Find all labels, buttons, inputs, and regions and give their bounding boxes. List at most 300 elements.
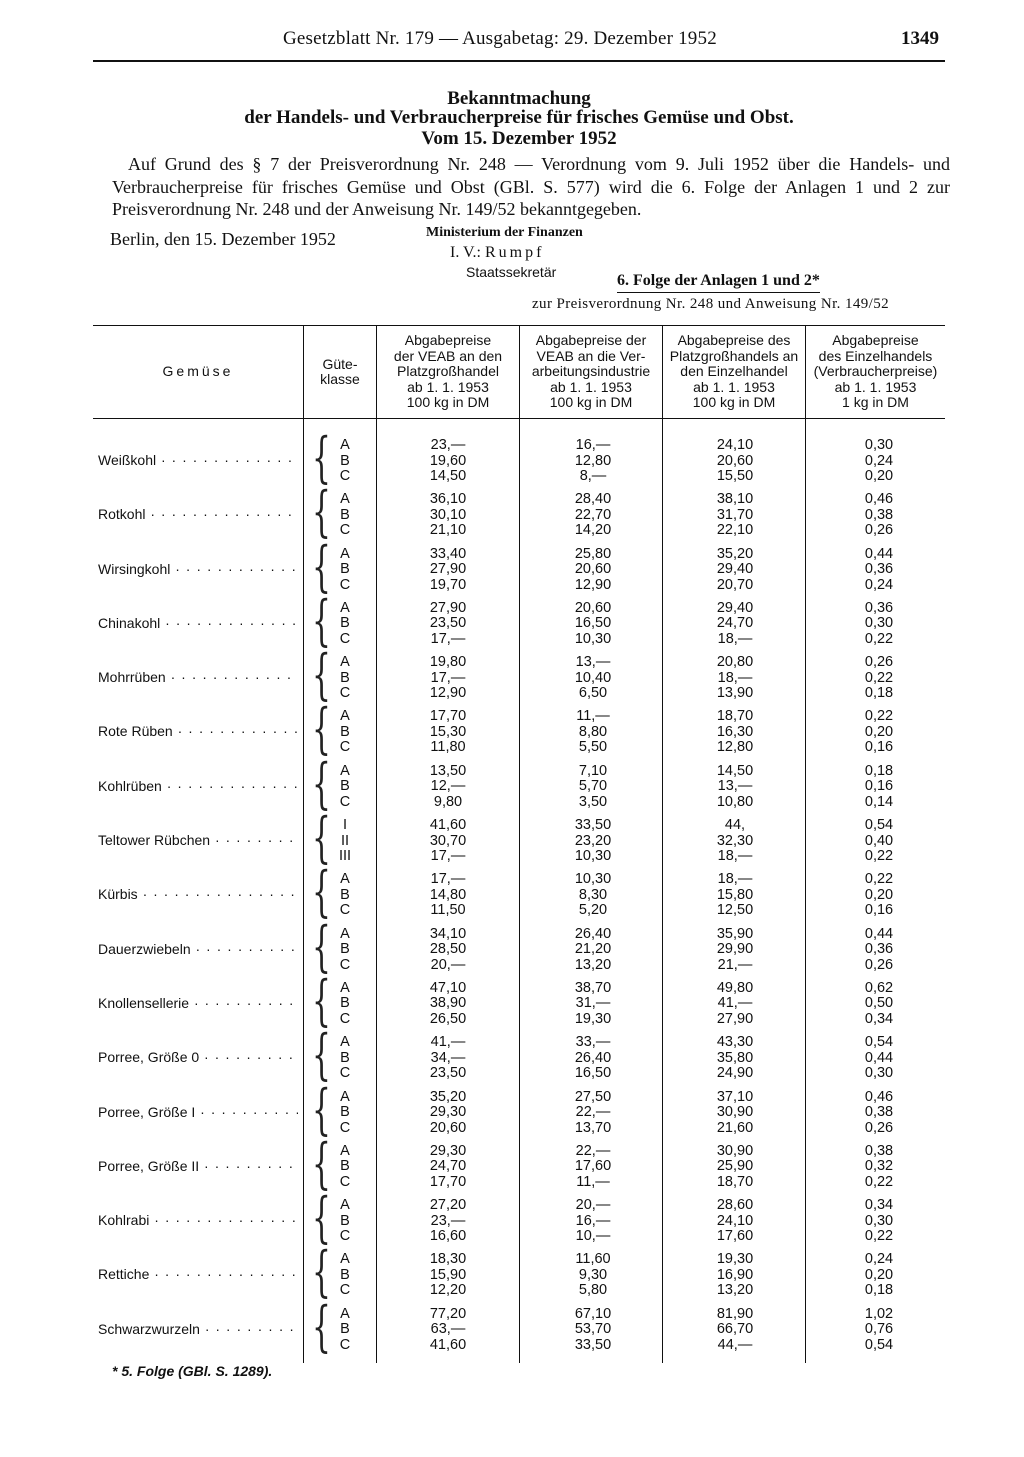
price-veab-industry: 10,40 <box>574 669 612 686</box>
vegetable-name: Schwarzwurzeln · · <box>98 1321 298 1337</box>
price-veab-wholesale: 12,— <box>430 778 466 795</box>
vegetable-group <box>0 1131 1024 1195</box>
header-line: Platzgroßhandel <box>397 363 499 380</box>
price-veab-wholesale: 21,10 <box>429 522 467 539</box>
price-consumer: 0,20 <box>864 723 894 740</box>
annex-subtitle: zur Preisverordnung Nr. 248 und Anweisung Nr. 149/52 <box>532 296 890 312</box>
price-wholesale-retail: 13,20 <box>716 1282 754 1299</box>
price-consumer: 0,22 <box>864 871 894 888</box>
price-veab-industry: 5,20 <box>578 902 608 919</box>
quality-class: B <box>340 941 350 958</box>
price-veab-industry: 23,20 <box>574 832 612 849</box>
header-line: der VEAB an den <box>393 347 503 364</box>
price-veab-industry: 6,50 <box>578 685 608 702</box>
price-veab-wholesale: 17,70 <box>429 1173 467 1190</box>
price-wholesale-retail: 29,90 <box>716 941 754 958</box>
price-veab-wholesale: 19,60 <box>429 452 467 469</box>
intro-paragraph <box>112 153 950 221</box>
vegetable-name: Wirsingkohl · · <box>98 561 298 577</box>
brace-glyph: { <box>312 1294 331 1358</box>
brace-glyph: { <box>312 1131 331 1195</box>
price-wholesale-retail: 12,50 <box>716 902 754 919</box>
price-veab-industry: 16,50 <box>574 1065 612 1082</box>
price-veab-wholesale: 41,60 <box>429 1336 467 1353</box>
quality-class: C <box>339 468 351 484</box>
price-wholesale-retail: 18,— <box>717 848 753 865</box>
quality-class: C <box>339 1173 351 1190</box>
price-veab-wholesale: 36,10 <box>429 491 467 508</box>
vegetable-name: Mohrrüben · · <box>98 669 298 685</box>
header-line: Güte- <box>322 355 358 372</box>
price-consumer: 0,38 <box>864 506 894 523</box>
price-veab-wholesale: 34,10 <box>429 925 467 942</box>
quality-class: C <box>339 522 351 539</box>
price-veab-wholesale: 38,90 <box>429 995 467 1012</box>
vegetable-name: Kürbis · · <box>98 886 298 902</box>
price-veab-wholesale: 17,70 <box>429 708 467 725</box>
deputy-signature <box>450 244 544 262</box>
price-veab-wholesale: 35,20 <box>429 1088 467 1105</box>
header-line: Platzgroßhandels an <box>669 347 799 364</box>
price-consumer: 0,22 <box>864 1228 894 1245</box>
price-consumer: 0,22 <box>864 669 894 686</box>
header-line: Abgabepreise <box>832 332 919 349</box>
header-line: Abgabepreise des <box>677 332 791 349</box>
header-price-veab-wholesale <box>377 330 519 414</box>
price-wholesale-retail: 38,10 <box>716 491 754 508</box>
brace-glyph: { <box>312 643 331 707</box>
price-consumer: 0,38 <box>864 1142 894 1159</box>
price-wholesale-retail: 17,60 <box>716 1228 754 1245</box>
quality-class: B <box>340 778 350 795</box>
price-consumer: 0,62 <box>864 979 894 996</box>
price-veab-wholesale: 29,30 <box>429 1104 467 1121</box>
price-consumer: 0,18 <box>864 1282 894 1299</box>
vegetable-name: Rote Rüben · · <box>98 723 298 739</box>
price-veab-wholesale: 29,30 <box>429 1142 467 1159</box>
price-wholesale-retail: 44,— <box>717 1336 753 1353</box>
price-consumer: 0,22 <box>864 1173 894 1190</box>
price-wholesale-retail: 32,30 <box>716 832 754 849</box>
quality-class: B <box>340 886 350 903</box>
price-veab-wholesale: 24,70 <box>429 1158 467 1175</box>
price-wholesale-retail: 24,70 <box>716 615 754 632</box>
price-consumer: 0,36 <box>864 941 894 958</box>
price-veab-wholesale: 9,80 <box>433 793 463 810</box>
quality-class: A <box>340 1251 350 1268</box>
price-consumer: 0,46 <box>864 491 894 508</box>
price-consumer: 0,26 <box>864 522 894 539</box>
price-wholesale-retail: 21,— <box>717 956 753 973</box>
quality-class: A <box>340 654 350 671</box>
price-veab-wholesale: 41,— <box>430 1034 466 1051</box>
price-consumer: 0,32 <box>864 1158 894 1175</box>
quality-class: B <box>340 723 350 740</box>
vegetable-group <box>0 751 1024 815</box>
vegetable-group <box>0 480 1024 544</box>
quality-class: A <box>340 545 350 562</box>
brace-glyph: { <box>312 426 331 489</box>
header-line: des Einzelhandels <box>818 347 933 364</box>
price-veab-wholesale: 18,30 <box>429 1251 467 1268</box>
price-wholesale-retail: 18,— <box>717 669 753 686</box>
quality-class: C <box>339 1065 351 1082</box>
price-consumer: 0,26 <box>864 956 894 973</box>
price-consumer: 0,30 <box>864 1212 894 1229</box>
price-veab-industry: 14,20 <box>574 522 612 539</box>
quality-class: C <box>339 956 351 973</box>
vegetable-name: Kohlrabi · · <box>98 1212 298 1228</box>
place-date: Berlin, den 15. Dezember 1952 <box>110 229 336 249</box>
vegetable-group <box>0 588 1024 652</box>
price-consumer: 0,22 <box>864 630 894 647</box>
price-veab-industry: 17,60 <box>574 1158 612 1175</box>
price-veab-industry: 8,— <box>579 468 607 484</box>
vegetable-name: Rotkohl · · <box>98 506 298 522</box>
page-number: 1349 <box>901 28 939 49</box>
vegetable-name: Knollensellerie · · <box>98 995 298 1011</box>
price-wholesale-retail: 30,90 <box>716 1142 754 1159</box>
annex-title: 6. Folge der Anlagen 1 und 2* <box>617 272 820 293</box>
price-wholesale-retail: 35,20 <box>716 545 754 562</box>
price-veab-industry: 7,10 <box>578 762 608 779</box>
price-veab-wholesale: 13,50 <box>429 762 467 779</box>
price-consumer: 0,18 <box>864 685 894 702</box>
price-consumer: 0,44 <box>864 1049 894 1066</box>
document-subtitle: der Handels- und Verbraucherpreise für frisches Gemüse und Obst. <box>244 107 794 128</box>
price-veab-wholesale: 16,60 <box>429 1228 467 1245</box>
price-consumer: 0,16 <box>864 778 894 795</box>
document-title: Bekanntmachung <box>447 88 591 109</box>
price-veab-industry: 10,30 <box>574 630 612 647</box>
price-wholesale-retail: 49,80 <box>716 979 754 996</box>
price-consumer: 0,18 <box>864 762 894 779</box>
quality-class: A <box>340 437 350 453</box>
quality-class: C <box>339 1228 351 1245</box>
price-wholesale-retail: 43,30 <box>716 1034 754 1051</box>
vegetable-group <box>0 860 1024 924</box>
price-veab-wholesale: 26,50 <box>429 1010 467 1027</box>
price-veab-industry: 33,50 <box>574 817 612 834</box>
vegetable-name: Porree, Größe II · · <box>98 1158 298 1174</box>
price-veab-industry: 12,90 <box>574 576 612 593</box>
price-veab-wholesale: 14,50 <box>429 468 467 484</box>
price-veab-wholesale: 12,90 <box>429 685 467 702</box>
price-wholesale-retail: 24,10 <box>716 437 754 453</box>
price-veab-industry: 22,70 <box>574 506 612 523</box>
price-veab-industry: 21,20 <box>574 941 612 958</box>
quality-class: A <box>340 925 350 942</box>
header-line: arbeitungsindustrie <box>531 363 651 380</box>
price-wholesale-retail: 24,90 <box>716 1065 754 1082</box>
price-wholesale-retail: 18,70 <box>716 708 754 725</box>
price-veab-industry: 5,70 <box>578 778 608 795</box>
price-consumer: 1,02 <box>864 1305 894 1322</box>
price-veab-wholesale: 17,— <box>430 630 466 647</box>
footnote: * 5. Folge (GBl. S. 1289). <box>112 1363 273 1379</box>
brace-glyph: { <box>312 1077 331 1141</box>
price-consumer: 0,14 <box>864 793 894 810</box>
price-veab-industry: 13,20 <box>574 956 612 973</box>
running-header <box>93 28 945 64</box>
price-veab-industry: 20,— <box>575 1197 611 1214</box>
header-line: ab 1. 1. 1953 <box>834 378 917 395</box>
brace-glyph: { <box>312 968 331 1032</box>
price-veab-industry: 22,— <box>575 1104 611 1121</box>
quality-class: I <box>342 817 348 834</box>
brace-glyph: { <box>312 534 331 598</box>
quality-class: C <box>339 576 351 593</box>
quality-class: A <box>340 491 350 508</box>
price-veab-industry: 13,— <box>575 654 611 671</box>
price-wholesale-retail: 18,— <box>717 871 753 888</box>
price-wholesale-retail: 22,10 <box>716 522 754 539</box>
price-consumer: 0,40 <box>864 832 894 849</box>
price-wholesale-retail: 13,90 <box>716 685 754 702</box>
price-wholesale-retail: 35,90 <box>716 925 754 942</box>
price-consumer: 0,36 <box>864 561 894 578</box>
brace-glyph: { <box>312 914 331 978</box>
price-veab-industry: 12,80 <box>574 452 612 469</box>
price-veab-wholesale: 14,80 <box>429 886 467 903</box>
vegetable-group <box>0 1240 1024 1304</box>
quality-class: B <box>340 452 350 469</box>
price-consumer: 0,30 <box>864 1065 894 1082</box>
header-vegetable <box>93 327 303 417</box>
price-veab-wholesale: 33,40 <box>429 545 467 562</box>
price-consumer: 0,20 <box>864 1266 894 1283</box>
header-line: klasse <box>320 371 360 387</box>
price-veab-industry: 11,60 <box>575 1251 611 1268</box>
vegetable-name: Kohlrüben · · <box>98 778 298 794</box>
quality-class: B <box>340 1212 350 1229</box>
price-veab-wholesale: 23,50 <box>429 615 467 632</box>
price-consumer: 0,44 <box>864 925 894 942</box>
header-line: ab 1. 1. 1953 <box>693 378 775 395</box>
brace-glyph: { <box>312 697 331 761</box>
quality-class: B <box>340 1104 350 1121</box>
price-wholesale-retail: 20,60 <box>716 452 754 469</box>
quality-class: A <box>340 1142 350 1159</box>
price-veab-industry: 10,30 <box>574 871 612 888</box>
price-veab-industry: 8,30 <box>578 886 608 903</box>
intro-text: Auf Grund des § 7 der Preisverordnung Nr. 248 — Verordnung vom 9. Juli 1952 über die Handels- und Verbraucherpreise für frisches Gemüse und Obst (GBl. S. 577) wird die 6. Folge der Anlagen 1 und 2 zur Preisverordnung Nr. 248 und der Anweisung Nr. 149/52 bekanntgegeben. <box>112 154 950 219</box>
header-line: 100 kg in DM <box>406 394 490 411</box>
price-veab-industry: 33,50 <box>574 1336 612 1353</box>
quality-class: C <box>339 685 351 702</box>
vegetable-name: Chinakohl · · <box>98 615 298 631</box>
price-consumer: 0,30 <box>864 437 894 453</box>
price-wholesale-retail: 15,50 <box>716 468 754 484</box>
brace-glyph: { <box>312 480 331 544</box>
brace-glyph: { <box>312 1186 331 1250</box>
price-veab-industry: 22,— <box>575 1142 611 1159</box>
price-veab-industry: 9,30 <box>578 1266 608 1283</box>
quality-class: B <box>340 506 350 523</box>
quality-class: A <box>340 1088 350 1105</box>
price-wholesale-retail: 24,10 <box>716 1212 754 1229</box>
quality-class: C <box>339 1282 351 1299</box>
header-price-veab-industry <box>520 330 662 414</box>
price-wholesale-retail: 30,90 <box>716 1104 754 1121</box>
quality-class: A <box>340 979 350 996</box>
price-consumer: 0,22 <box>864 708 894 725</box>
vegetable-group <box>0 968 1024 1032</box>
price-veab-wholesale: 30,70 <box>429 832 467 849</box>
quality-class: II <box>340 832 350 849</box>
price-veab-wholesale: 30,10 <box>429 506 467 523</box>
header-line: Abgabepreise <box>404 332 492 349</box>
vegetable-name: Weißkohl · · <box>98 452 298 468</box>
price-consumer: 0,26 <box>864 1119 894 1136</box>
vegetable-group <box>0 1077 1024 1141</box>
vegetable-group <box>0 534 1024 598</box>
price-veab-industry: 5,50 <box>578 739 608 756</box>
price-veab-wholesale: 20,— <box>430 956 466 973</box>
vegetable-name: Dauerzwiebeln · · <box>98 941 298 957</box>
price-consumer: 0,24 <box>864 576 894 593</box>
vegetable-name: Porree, Größe I · · <box>98 1104 298 1120</box>
price-wholesale-retail: 25,90 <box>716 1158 754 1175</box>
header-rule <box>93 60 945 62</box>
header-line: Abgabepreise der <box>535 332 647 349</box>
quality-class: A <box>340 762 350 779</box>
price-consumer: 0,26 <box>864 654 894 671</box>
quality-class: A <box>340 1034 350 1051</box>
price-veab-wholesale: 34,— <box>430 1049 466 1066</box>
price-veab-industry: 3,50 <box>578 793 608 810</box>
price-veab-wholesale: 77,20 <box>429 1305 467 1322</box>
price-consumer: 0,54 <box>864 817 894 834</box>
quality-class: C <box>339 1119 351 1136</box>
price-veab-industry: 16,— <box>575 1212 611 1229</box>
price-consumer: 0,44 <box>864 545 894 562</box>
quality-class: C <box>339 902 351 919</box>
header-vegetable-label: Gemüse <box>162 363 234 380</box>
brace-glyph: { <box>312 1023 331 1087</box>
price-wholesale-retail: 18,70 <box>716 1173 754 1190</box>
vegetable-group <box>0 1294 1024 1358</box>
quality-class: B <box>340 1321 350 1338</box>
brace-glyph: { <box>312 751 331 815</box>
vegetable-group <box>0 643 1024 707</box>
price-veab-industry: 20,60 <box>574 599 612 616</box>
quality-class: B <box>340 1049 350 1066</box>
header-line: VEAB an die Ver- <box>536 347 646 364</box>
price-wholesale-retail: 44, <box>724 817 746 834</box>
header-line: (Verbraucherpreise) <box>813 363 938 380</box>
price-wholesale-retail: 28,60 <box>716 1197 754 1214</box>
document-date: Vom 15. Dezember 1952 <box>421 128 617 149</box>
price-consumer: 0,38 <box>864 1104 894 1121</box>
vegetable-group <box>0 426 1024 489</box>
quality-class: B <box>340 1158 350 1175</box>
quality-class: C <box>339 1010 351 1027</box>
price-veab-industry: 53,70 <box>574 1321 612 1338</box>
price-wholesale-retail: 37,10 <box>716 1088 754 1105</box>
header-line: den Einzelhandel <box>680 363 788 380</box>
deputy-name: Rumpf <box>484 244 545 261</box>
price-consumer: 0,16 <box>864 739 894 756</box>
brace-glyph: { <box>312 1240 331 1304</box>
price-veab-industry: 20,60 <box>574 561 612 578</box>
vegetable-name: Teltower Rübchen · · <box>98 832 298 848</box>
price-wholesale-retail: 16,90 <box>716 1266 754 1283</box>
price-veab-wholesale: 11,80 <box>430 739 466 756</box>
price-veab-industry: 10,30 <box>574 848 612 865</box>
price-veab-industry: 33,— <box>575 1034 611 1051</box>
price-consumer: 0,16 <box>864 902 894 919</box>
price-wholesale-retail: 66,70 <box>716 1321 754 1338</box>
header-line: 100 kg in DM <box>549 394 633 411</box>
price-veab-wholesale: 28,50 <box>429 941 467 958</box>
price-veab-industry: 13,70 <box>574 1119 612 1136</box>
price-consumer: 0,34 <box>864 1010 894 1027</box>
price-veab-industry: 26,40 <box>574 1049 612 1066</box>
price-veab-industry: 16,— <box>575 437 611 453</box>
price-veab-industry: 28,40 <box>574 491 612 508</box>
price-veab-industry: 16,50 <box>574 615 612 632</box>
price-veab-wholesale: 17,— <box>430 848 466 865</box>
vegetable-group <box>0 806 1024 870</box>
quality-class: C <box>339 630 351 647</box>
quality-class: B <box>340 561 350 578</box>
quality-class: A <box>340 599 350 616</box>
running-title: Gesetzblatt Nr. 179 — Ausgabetag: 29. Dezember 1952 <box>283 28 717 49</box>
price-veab-wholesale: 17,— <box>430 871 466 888</box>
price-veab-wholesale: 19,70 <box>429 576 467 593</box>
quality-class: B <box>340 669 350 686</box>
price-veab-wholesale: 20,60 <box>429 1119 467 1136</box>
price-veab-industry: 10,— <box>575 1228 611 1245</box>
quality-class: B <box>340 1266 350 1283</box>
price-veab-wholesale: 11,50 <box>430 902 466 919</box>
price-veab-industry: 31,— <box>575 995 611 1012</box>
vegetable-name: Porree, Größe 0 · · <box>98 1049 298 1065</box>
header-line: 100 kg in DM <box>692 394 776 411</box>
price-veab-wholesale: 15,90 <box>429 1266 467 1283</box>
price-wholesale-retail: 18,— <box>717 630 753 647</box>
price-wholesale-retail: 81,90 <box>716 1305 754 1322</box>
price-consumer: 0,20 <box>864 886 894 903</box>
price-wholesale-retail: 35,80 <box>716 1049 754 1066</box>
price-wholesale-retail: 21,60 <box>716 1119 754 1136</box>
vegetable-group <box>0 914 1024 978</box>
quality-class: A <box>340 1305 350 1322</box>
price-veab-wholesale: 12,20 <box>429 1282 467 1299</box>
price-veab-wholesale: 27,90 <box>429 599 467 616</box>
signer-position: Staatssekretär <box>466 264 557 280</box>
price-veab-industry: 38,70 <box>574 979 612 996</box>
vegetable-group <box>0 1023 1024 1087</box>
header-quality <box>304 327 376 417</box>
header-line: 1 kg in DM <box>842 394 909 411</box>
price-veab-wholesale: 23,— <box>430 1212 466 1229</box>
brace-glyph: { <box>312 806 331 870</box>
price-wholesale-retail: 27,90 <box>716 1010 754 1027</box>
price-veab-industry: 5,80 <box>578 1282 608 1299</box>
price-consumer: 0,54 <box>864 1034 894 1051</box>
header-line: ab 1. 1. 1953 <box>407 378 489 395</box>
header-price-consumer <box>806 330 945 414</box>
deputy-prefix: I. V.: <box>450 244 481 261</box>
price-veab-wholesale: 23,— <box>430 437 466 453</box>
price-wholesale-retail: 31,70 <box>716 506 754 523</box>
price-consumer: 0,30 <box>864 615 894 632</box>
price-wholesale-retail: 13,— <box>717 778 753 795</box>
price-consumer: 0,46 <box>864 1088 894 1105</box>
price-veab-wholesale: 23,50 <box>429 1065 467 1082</box>
